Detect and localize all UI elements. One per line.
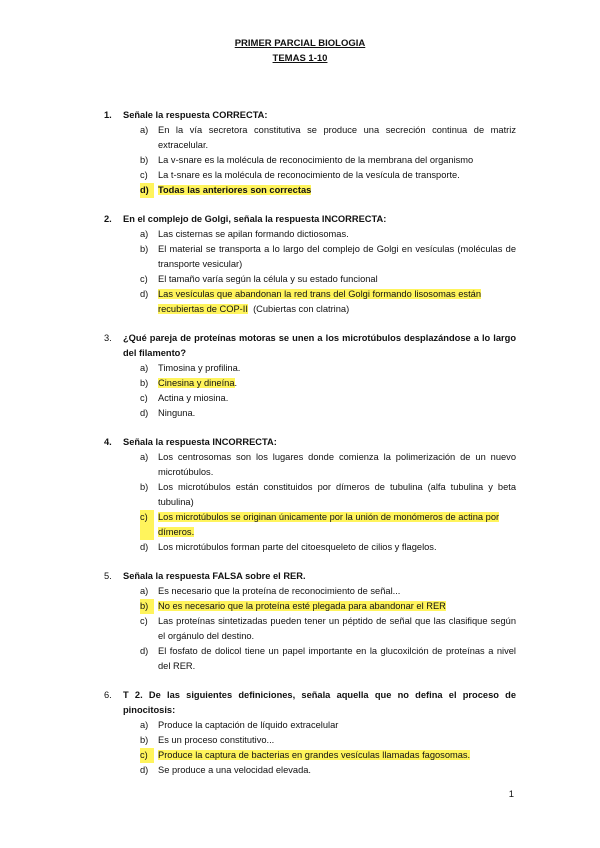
option-a: a) Los centrosomas son los lugares donde comienza la polimerización de un nuevo microtúbulos. — [140, 450, 516, 480]
option-text: Se produce a una velocidad elevada. — [158, 765, 311, 775]
option-b-correct: b) Cinesina y dineína. — [140, 378, 238, 388]
option-d: d) Los microtúbulos forman parte del citoesqueleto de cilios y flagelos. — [140, 540, 516, 555]
option-c: c) Actina y miosina. — [140, 391, 516, 406]
option-c-correct: c) Los microtúbulos se originan únicamente por la unión de monómeros de actina por dímeros. — [140, 510, 516, 540]
option-text: Produce la captación de líquido extracelular — [158, 720, 339, 730]
question-4 — [104, 435, 516, 555]
option-text: Es un proceso constitutivo... — [158, 735, 275, 745]
highlighted-answer: Cinesina y dineína — [158, 378, 235, 388]
option-c-correct: c) Produce la captura de bacterias en grandes vesículas llamadas fagosomas. — [140, 748, 516, 763]
highlighted-answer: Produce la captura de bacterias en grandes vesículas llamadas fagosomas. — [158, 750, 471, 760]
option-d: d) Ninguna. — [140, 406, 516, 421]
option-d-correct: d) Todas las anteriores son correctas — [140, 183, 516, 198]
option-text: Las cisternas se apilan formando dictiosomas. — [158, 229, 349, 239]
option-c: c) Las proteínas sintetizadas pueden tener un péptido de señal que las clasifique según el orgánulo del destino. — [140, 614, 516, 644]
option-a: a) Las cisternas se apilan formando dictiosomas. — [140, 227, 516, 242]
question-number: 5. — [104, 571, 112, 581]
option-d: d) Se produce a una velocidad elevada. — [140, 763, 516, 778]
option-b-correct: b) No es necesario que la proteína esté plegada para abandonar el RER — [140, 599, 516, 614]
option-text: En la vía secretora constitutiva se produce una secreción continua de matriz extracelular. — [158, 125, 516, 150]
option-text: El fosfato de dolicol tiene un papel importante en la glucoxilción de proteínas a nivel del RER. — [158, 646, 516, 671]
option-d-correct: d) Las vesículas que abandonan la red trans del Golgi formando lisosomas están recubiertas de COP-II (Cubiertas con clatrina) — [140, 289, 482, 314]
question-text: ¿Qué pareja de proteínas motoras se unen a los microtúbulos desplazándose a lo largo del filamento? — [123, 333, 516, 358]
question-text: Señale la respuesta CORRECTA: — [123, 110, 268, 120]
option-c: c) El tamaño varía según la célula y su estado funcional — [140, 272, 516, 287]
option-a: a) En la vía secretora constitutiva se produce una secreción continua de matriz extracelular. — [140, 123, 516, 153]
option-text: Los microtúbulos forman parte del citoesqueleto de cilios y flagelos. — [158, 542, 437, 552]
question-3 — [104, 331, 516, 421]
highlighted-answer: No es necesario que la proteína esté plegada para abandonar el RER — [158, 601, 446, 611]
option-text: Timosina y profilina. — [158, 363, 241, 373]
option-a: a) Es necesario que la proteína de reconocimiento de señal... — [140, 584, 516, 599]
option-text: La v-snare es la molécula de reconocimiento de la membrana del organismo — [158, 155, 474, 165]
option-a: a) Timosina y profilina. — [140, 361, 516, 376]
question-text: En el complejo de Golgi, señala la respuesta INCORRECTA: — [123, 214, 387, 224]
question-text: Señala la respuesta INCORRECTA: — [123, 437, 277, 447]
option-text: Es necesario que la proteína de reconocimiento de señal... — [158, 586, 401, 596]
option-text: Los microtúbulos están constituidos por dímeros de tubulina (alfa tubulina y beta tubulina) — [158, 482, 516, 507]
option-b: b) Es un proceso constitutivo... — [140, 733, 516, 748]
option-text: La t-snare es la molécula de reconocimiento de la vesícula de transporte. — [158, 170, 460, 180]
highlighted-answer: Las vesículas que abandonan la red trans del Golgi formando lisosomas están recubiertas de COP-II — [158, 289, 482, 314]
document-title: PRIMER PARCIAL BIOLOGIA — [234, 38, 366, 49]
question-1 — [104, 108, 516, 198]
option-text: El material se transporta a lo largo del complejo de Golgi en vesículas (moléculas de transporte vesicular) — [158, 244, 516, 269]
option-a: a) Produce la captación de líquido extracelular — [140, 718, 516, 733]
question-number: 6. — [104, 690, 112, 700]
option-d: d) El fosfato de dolicol tiene un papel importante en la glucoxilción de proteínas a nivel del RER. — [140, 644, 516, 674]
question-number: 3. — [104, 333, 112, 343]
highlighted-answer: Todas las anteriores son correctas — [158, 185, 312, 195]
question-text: T 2. De las siguientes definiciones, señala aquella que no defina el proceso de pinocitosis: — [123, 690, 516, 715]
option-c: c) La t-snare es la molécula de reconocimiento de la vesícula de transporte. — [140, 168, 516, 183]
document-subtitle: TEMAS 1-10 — [272, 53, 328, 64]
option-text: El tamaño varía según la célula y su estado funcional — [158, 274, 378, 284]
answer-note: (Cubiertas con clatrina) — [253, 304, 350, 314]
question-number: 1. — [104, 110, 112, 120]
option-text: Ninguna. — [158, 408, 196, 418]
question-text: Señala la respuesta FALSA sobre el RER. — [123, 571, 306, 581]
option-b: b) La v-snare es la molécula de reconocimiento de la membrana del organismo — [140, 153, 516, 168]
question-number: 4. — [104, 437, 112, 447]
question-5 — [104, 569, 516, 674]
question-number: 2. — [104, 214, 112, 224]
page-number: 1 — [508, 789, 514, 800]
question-2 — [104, 212, 516, 317]
highlighted-answer: Los microtúbulos se originan únicamente por la unión de monómeros de actina por dímeros. — [158, 512, 500, 537]
option-text: Las proteínas sintetizadas pueden tener un péptido de señal que las clasifique según el orgánulo del destino. — [158, 616, 516, 641]
option-b: b) El material se transporta a lo largo del complejo de Golgi en vesículas (moléculas de transporte vesicular) — [140, 242, 516, 272]
option-text: Los centrosomas son los lugares donde comienza la polimerización de un nuevo microtúbulos. — [158, 452, 516, 477]
option-text: Actina y miosina. — [158, 393, 229, 403]
question-6 — [104, 688, 516, 778]
option-b: b) Los microtúbulos están constituidos por dímeros de tubulina (alfa tubulina y beta tubulina) — [140, 480, 516, 510]
